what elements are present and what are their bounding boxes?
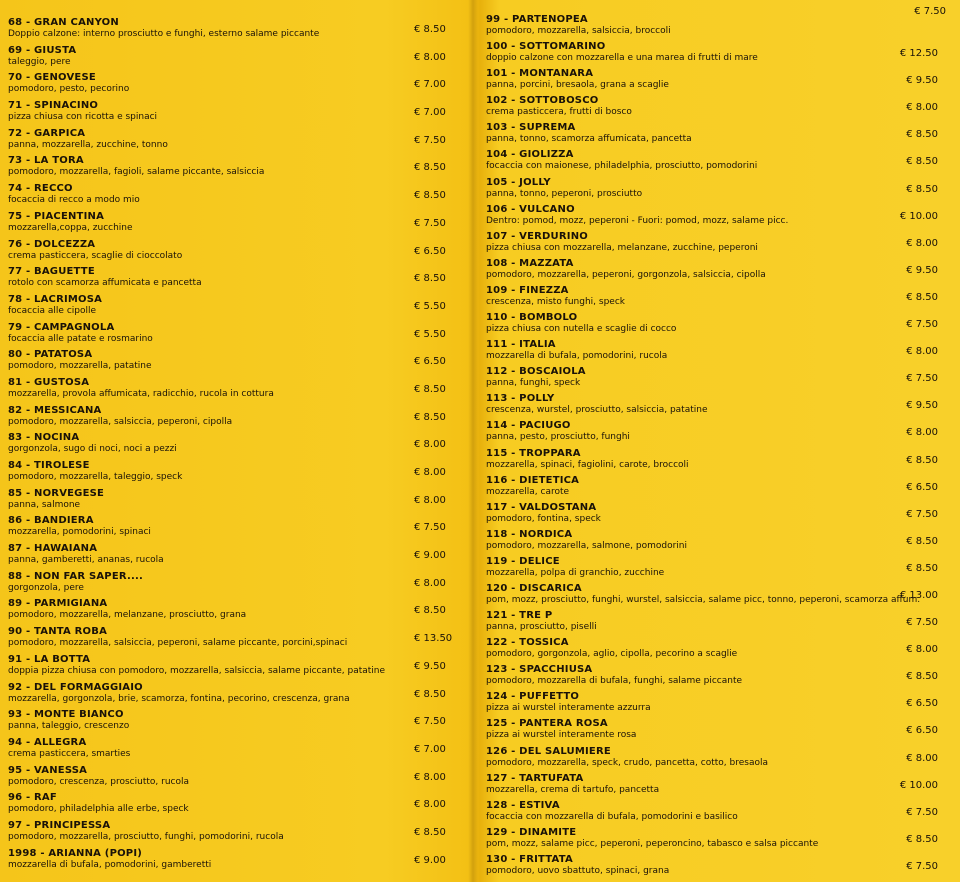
- item-description: Doppio calzone: interno prosciutto e funghi, esterno salame piccante: [8, 29, 320, 39]
- item-description: pomodoro, fontina, speck: [486, 513, 601, 524]
- menu-item: [0, 263, 468, 291]
- item-description: pomodoro, mozzarella, salsiccia, broccoli: [486, 26, 671, 36]
- item-name: 90 - TANTA ROBA: [8, 626, 108, 638]
- item-name: 85 - NORVEGESE: [8, 487, 105, 499]
- item-description: panna, mozzarella, zucchine, tonno: [8, 139, 168, 150]
- menu-item: [0, 14, 468, 42]
- menu-item: [0, 374, 468, 402]
- item-description: pomodoro, mozzarella, speck, crudo, pancetta, cotto, bresaola: [486, 757, 769, 768]
- item-name: 86 - BANDIERA: [8, 515, 94, 527]
- menu-item: [478, 634, 960, 661]
- item-name: 88 - NON FAR SAPER....: [8, 570, 143, 582]
- menu-item: [478, 92, 960, 119]
- menu-item: [0, 402, 468, 430]
- item-description: doppia pizza chiusa con pomodoro, mozzarella, salsiccia, salame piccante, patatine: [8, 665, 386, 676]
- item-price: € 8.50: [906, 535, 938, 547]
- item-name: 87 - HAWAIANA: [8, 543, 98, 555]
- item-name: 110 - BOMBOLO: [486, 312, 578, 324]
- item-name: 117 - VALDOSTANA: [486, 501, 597, 513]
- menu-item: [0, 69, 468, 97]
- item-name: 129 - DINAMITE: [486, 826, 577, 838]
- item-description: pizza chiusa con ricotta e spinaci: [8, 112, 158, 123]
- item-price: € 9.00: [414, 854, 446, 866]
- menu-item: [478, 201, 960, 228]
- item-description: pomodoro, mozzarella, melanzane, prosciutto, grana: [8, 610, 247, 621]
- item-description: panna, salmone: [8, 499, 81, 510]
- item-description: panna, taleggio, crescenzo: [8, 721, 130, 732]
- menu-item: [478, 445, 960, 472]
- item-price: € 5.50: [414, 300, 446, 312]
- item-name: 73 - LA TORA: [8, 155, 84, 167]
- item-name: 123 - SPACCHIUSA: [486, 664, 593, 676]
- item-price: € 8.50: [414, 162, 446, 174]
- item-price: € 7.50: [414, 522, 446, 534]
- item-description: pomodoro, mozzarella, peperoni, gorgonzola, salsiccia, cipolla: [486, 269, 766, 280]
- menu-item: [0, 208, 468, 236]
- item-price: € 8.50: [906, 454, 938, 466]
- item-description: taleggio, pere: [8, 56, 71, 67]
- item-price: € 8.00: [906, 102, 938, 114]
- menu-item: [0, 429, 468, 457]
- menu-item: [0, 651, 468, 679]
- item-name: 70 - GENOVESE: [8, 72, 96, 84]
- item-description: mozzarella, carote: [486, 486, 570, 497]
- item-name: 94 - ALLEGRA: [8, 736, 87, 748]
- item-description: panna, prosciutto, piselli: [486, 622, 597, 633]
- menu-item: [0, 706, 468, 734]
- item-description: pomodoro, mozzarella, salmone, pomodorini: [486, 540, 688, 551]
- item-price: € 6.50: [906, 725, 938, 737]
- item-price: € 8.50: [414, 826, 446, 838]
- item-description: pomodoro, mozzarella, fagioli, salame piccante, salsiccia: [8, 167, 265, 178]
- menu-item: [478, 119, 960, 146]
- item-description: focaccia alle patate e rosmarino: [8, 333, 153, 344]
- item-price: € 6.50: [906, 481, 938, 493]
- item-description: pom, mozz, salame picc, peperoni, peperoncino, tabasco e salsa piccante: [486, 838, 819, 849]
- item-description: panna, tonno, scamorza affumicata, pancetta: [486, 134, 692, 145]
- item-price: € 7.50: [906, 806, 938, 818]
- menu-list-left: [0, 14, 468, 872]
- item-price: € 6.50: [414, 245, 446, 257]
- menu-item: [478, 607, 960, 634]
- item-description: panna, tonno, peperoni, prosciutto: [486, 188, 643, 199]
- menu-item: [478, 797, 960, 824]
- item-name: 84 - TIROLESE: [8, 460, 90, 471]
- item-name: 69 - GIUSTA: [8, 44, 77, 56]
- menu-item: [0, 762, 468, 790]
- item-price: € 9.50: [906, 400, 938, 412]
- item-price: € 10.00: [899, 210, 938, 222]
- item-description: focaccia alle cipolle: [8, 305, 97, 316]
- item-description: gorgonzola, sugo di noci, noci a pezzi: [8, 444, 177, 455]
- menu-item: [478, 743, 960, 770]
- item-description: pomodoro, mozzarella, salsiccia, peperoni, salame piccante, porcini,spinaci: [8, 638, 348, 649]
- item-name: 125 - PANTERA ROSA: [486, 718, 608, 730]
- item-name: 109 - FINEZZA: [486, 284, 569, 296]
- item-description: gorgonzola, pere: [8, 582, 84, 593]
- item-price: € 7.50: [414, 716, 446, 728]
- item-name: 128 - ESTIVA: [486, 799, 560, 811]
- item-name: 82 - MESSICANA: [8, 404, 102, 416]
- item-description: rotolo con scamorza affumicata e pancetta: [8, 278, 202, 289]
- item-name: 120 - DISCARICA: [486, 582, 582, 594]
- menu-item: [478, 580, 960, 607]
- item-price: € 7.50: [906, 860, 938, 872]
- item-name: 77 - BAGUETTE: [8, 266, 95, 278]
- item-price: € 8.50: [906, 671, 938, 683]
- item-price: € 13.50: [414, 633, 453, 645]
- item-description: mozzarella, gorgonzola, brie, scamorza, fontina, pecorino, crescenza, grana: [8, 693, 350, 704]
- item-name: 127 - TARTUFATA: [486, 772, 584, 784]
- menu-item: [0, 623, 468, 651]
- menu-item: [0, 485, 468, 513]
- item-price: € 8.50: [414, 688, 446, 700]
- item-description: mozzarella, polpa di granchio, zucchine: [486, 567, 665, 578]
- item-description: crema pasticcera, frutti di bosco: [486, 107, 632, 118]
- item-price: € 7.00: [414, 743, 446, 755]
- item-name: 121 - TRE P: [486, 610, 553, 622]
- menu-item: [0, 568, 468, 596]
- item-name: 80 - PATATOSA: [8, 349, 93, 361]
- item-price: € 7.50: [414, 217, 446, 229]
- menu-item: [478, 499, 960, 526]
- item-price: € 8.00: [414, 439, 446, 451]
- item-description: crescenza, misto funghi, speck: [486, 296, 625, 307]
- item-price: € 8.50: [414, 411, 446, 423]
- item-name: 71 - SPINACINO: [8, 100, 99, 112]
- item-price: € 8.00: [414, 467, 446, 478]
- item-name: 118 - NORDICA: [486, 528, 573, 540]
- menu-item: [478, 282, 960, 309]
- item-description: focaccia di recco a modo mio: [8, 195, 140, 206]
- item-name: 100 - SOTTOMARINO: [486, 41, 606, 53]
- menu-item: [478, 65, 960, 92]
- menu-item: [478, 11, 960, 38]
- item-price: € 6.50: [414, 356, 446, 368]
- item-price: € 7.00: [414, 107, 446, 119]
- item-description: pizza ai wurstel interamente azzurra: [486, 703, 651, 714]
- item-price: € 8.50: [414, 605, 446, 617]
- menu-item: [478, 661, 960, 688]
- menu-item: [478, 309, 960, 336]
- item-price-partenopea: € 7.50: [914, 6, 946, 17]
- menu-item: [0, 789, 468, 817]
- item-name: 111 - ITALIA: [486, 339, 556, 351]
- item-name: 124 - PUFFETTO: [486, 691, 580, 703]
- menu-item: [0, 97, 468, 125]
- item-description: Dentro: pomod, mozz, peperoni - Fuori: pomod, mozz, salame picc.: [486, 215, 789, 226]
- item-name: 112 - BOSCAIOLA: [486, 366, 586, 378]
- menu-item: [0, 291, 468, 319]
- item-description: pomodoro, mozzarella, salsiccia, peperoni, cipolla: [8, 416, 233, 427]
- menu-item: [0, 734, 468, 762]
- item-description: panna, porcini, bresaola, grana a scaglie: [486, 80, 669, 91]
- menu-item: [478, 38, 960, 65]
- menu-item: [478, 174, 960, 201]
- item-name: 78 - LACRIMOSA: [8, 293, 103, 305]
- item-price: € 9.50: [414, 660, 446, 672]
- item-name: 79 - CAMPAGNOLA: [8, 321, 115, 333]
- item-price: € 7.50: [906, 373, 938, 385]
- item-price: € 9.00: [414, 550, 446, 562]
- item-description: focaccia con mozzarella di bufala, pomodorini e basilico: [486, 811, 738, 822]
- item-name: 105 - JOLLY: [486, 176, 551, 188]
- menu-item: [478, 688, 960, 715]
- item-description: pomodoro, pesto, pecorino: [8, 84, 130, 95]
- item-price: € 6.50: [906, 698, 938, 710]
- item-description: pomodoro, mozzarella, prosciutto, funghi, pomodorini, rucola: [8, 831, 284, 842]
- item-description: pom, mozz, prosciutto, funghi, wurstel, salsiccia, salame picc, tonno, peperoni, scamorza affum.: [486, 594, 921, 605]
- menu-item: [478, 824, 960, 851]
- item-price: € 8.50: [906, 562, 938, 574]
- menu-item: [0, 817, 468, 845]
- item-price: € 8.00: [906, 644, 938, 656]
- item-name: 93 - MONTE BIANCO: [8, 709, 124, 721]
- item-price: € 9.50: [906, 264, 938, 276]
- item-name: 95 - VANESSA: [8, 764, 88, 776]
- item-description: mozzarella, crema di tartufo, pancetta: [486, 784, 660, 795]
- item-price: € 10.00: [899, 779, 938, 791]
- item-price: € 8.00: [906, 237, 938, 249]
- item-description: pizza chiusa con nutella e scaglie di cocco: [486, 324, 677, 335]
- item-name: 1998 - ARIANNA (POPI): [8, 847, 143, 859]
- item-name: 122 - TOSSICA: [486, 637, 569, 649]
- item-name: 108 - MAZZATA: [486, 257, 574, 269]
- item-price: € 8.50: [906, 833, 938, 845]
- menu-item: [0, 236, 468, 264]
- menu-item: [0, 125, 468, 153]
- item-name: 114 - PACIUGO: [486, 420, 571, 432]
- item-price: € 7.00: [414, 79, 446, 91]
- item-description: pomodoro, mozzarella, patatine: [8, 361, 152, 372]
- item-price: € 8.00: [414, 577, 446, 589]
- item-name: 113 - POLLY: [486, 393, 555, 405]
- item-name: 126 - DEL SALUMIERE: [486, 745, 611, 757]
- item-price: € 7.50: [414, 134, 446, 146]
- menu-list-right: [478, 11, 960, 878]
- menu-item: [0, 180, 468, 208]
- menu-item: [478, 851, 960, 878]
- item-price: € 8.50: [906, 156, 938, 168]
- item-price: € 9.50: [906, 75, 938, 87]
- item-price: € 5.50: [414, 328, 446, 340]
- item-name: 99 - PARTENOPEA: [486, 14, 588, 25]
- item-description: focaccia con maionese, philadelphia, prosciutto, pomodorini: [486, 161, 758, 172]
- menu-item: [0, 319, 468, 347]
- item-name: 104 - GIOLIZZA: [486, 149, 574, 161]
- item-name: 91 - LA BOTTA: [8, 653, 91, 665]
- item-price: € 8.00: [906, 752, 938, 764]
- item-name: 103 - SUPREMA: [486, 122, 576, 134]
- menu-item: [478, 770, 960, 797]
- item-price: € 8.00: [414, 799, 446, 811]
- item-description: mozzarella di bufala, pomodorini, rucola: [486, 351, 668, 362]
- item-price: € 8.00: [414, 771, 446, 783]
- menu-item: [478, 228, 960, 255]
- item-name: 116 - DIETETICA: [486, 474, 580, 486]
- menu-item: [0, 540, 468, 568]
- item-name: 81 - GUSTOSA: [8, 376, 90, 388]
- item-description: mozzarella,coppa, zucchine: [8, 222, 133, 233]
- item-price: € 8.50: [414, 273, 446, 285]
- menu-item: [478, 146, 960, 173]
- item-price: € 8.50: [414, 190, 446, 202]
- menu-item: [478, 255, 960, 282]
- menu-item: [0, 679, 468, 707]
- item-name: 115 - TROPPARA: [486, 447, 581, 459]
- menu-item: [0, 346, 468, 374]
- item-name: 75 - PIACENTINA: [8, 210, 105, 222]
- item-name: 102 - SOTTOBOSCO: [486, 95, 599, 107]
- item-description: panna, funghi, speck: [486, 378, 581, 389]
- item-description: pomodoro, crescenza, prosciutto, rucola: [8, 776, 189, 787]
- item-price: € 8.50: [906, 129, 938, 141]
- item-description: pizza chiusa con mozzarella, melanzane, zucchine, peperoni: [486, 242, 758, 253]
- item-description: mozzarella, provola affumicata, radicchio, rucola in cottura: [8, 388, 274, 399]
- item-description: mozzarella, pomodorini, spinaci: [8, 527, 151, 538]
- item-name: 89 - PARMIGIANA: [8, 598, 108, 610]
- item-price: € 7.50: [906, 617, 938, 629]
- item-name: 107 - VERDURINO: [486, 230, 588, 242]
- item-name: 119 - DELICE: [486, 555, 560, 567]
- menu-item: [0, 457, 468, 485]
- item-price: € 8.50: [906, 183, 938, 195]
- item-description: panna, pesto, prosciutto, funghi: [486, 432, 630, 443]
- menu-item: [478, 715, 960, 742]
- item-description: pomodoro, gorgonzola, aglio, cipolla, pecorino a scaglie: [486, 649, 738, 660]
- item-description: crescenza, wurstel, prosciutto, salsiccia, patatine: [486, 405, 708, 416]
- item-name: 74 - RECCO: [8, 183, 73, 195]
- item-description: doppio calzone con mozzarella e una marea di frutti di mare: [486, 53, 758, 64]
- item-description: mozzarella di bufala, pomodorini, gamberetti: [8, 859, 212, 870]
- item-price: € 12.50: [899, 48, 938, 60]
- item-price: € 13.00: [899, 589, 938, 601]
- item-description: mozzarella, spinaci, fagiolini, carote, broccoli: [486, 459, 689, 470]
- item-name: 130 - FRITTATA: [486, 853, 573, 865]
- menu-item: [478, 472, 960, 499]
- item-name: 96 - RAF: [8, 792, 57, 804]
- menu-item: [478, 526, 960, 553]
- item-description: crema pasticcera, smarties: [8, 748, 131, 759]
- item-name: 76 - DOLCEZZA: [8, 238, 96, 250]
- item-price: € 8.00: [906, 346, 938, 358]
- item-price: € 8.00: [414, 494, 446, 506]
- item-description: crema pasticcera, scaglie di cioccolato: [8, 250, 183, 261]
- item-name: 92 - DEL FORMAGGIAIO: [8, 681, 143, 693]
- menu-item: [478, 390, 960, 417]
- item-name: 83 - NOCINA: [8, 432, 80, 444]
- item-description: pizza ai wurstel interamente rosa: [486, 730, 637, 741]
- item-name: 68 - GRAN CANYON: [8, 17, 119, 28]
- menu-item: [478, 363, 960, 390]
- menu-item: [0, 595, 468, 623]
- item-price: € 8.50: [414, 383, 446, 395]
- item-description: pomodoro, philadelphia alle erbe, speck: [8, 804, 189, 815]
- item-price: € 8.00: [906, 427, 938, 439]
- item-name: 97 - PRINCIPESSA: [8, 819, 111, 831]
- menu-item: [478, 417, 960, 444]
- menu-item: [0, 845, 468, 873]
- item-description: pomodoro, uovo sbattuto, spinaci, grana: [486, 865, 670, 876]
- page-fold: [468, 0, 478, 882]
- menu-item: [478, 336, 960, 363]
- item-price: € 8.50: [414, 24, 446, 35]
- menu-item: [0, 42, 468, 70]
- menu-item: [478, 553, 960, 580]
- item-description: pomodoro, mozzarella, taleggio, speck: [8, 472, 183, 482]
- item-name: 101 - MONTANARA: [486, 68, 594, 80]
- item-name: 106 - VULCANO: [486, 203, 575, 215]
- item-description: panna, gamberetti, ananas, rucola: [8, 555, 164, 566]
- item-description: pomodoro, mozzarella di bufala, funghi, salame piccante: [486, 676, 743, 687]
- item-price: € 8.50: [906, 291, 938, 303]
- item-price: € 7.50: [906, 319, 938, 331]
- menu-item: [0, 512, 468, 540]
- item-name: 72 - GARPICA: [8, 127, 86, 139]
- item-price: € 8.00: [414, 51, 446, 63]
- item-price: € 7.50: [906, 508, 938, 520]
- menu-item: [0, 152, 468, 180]
